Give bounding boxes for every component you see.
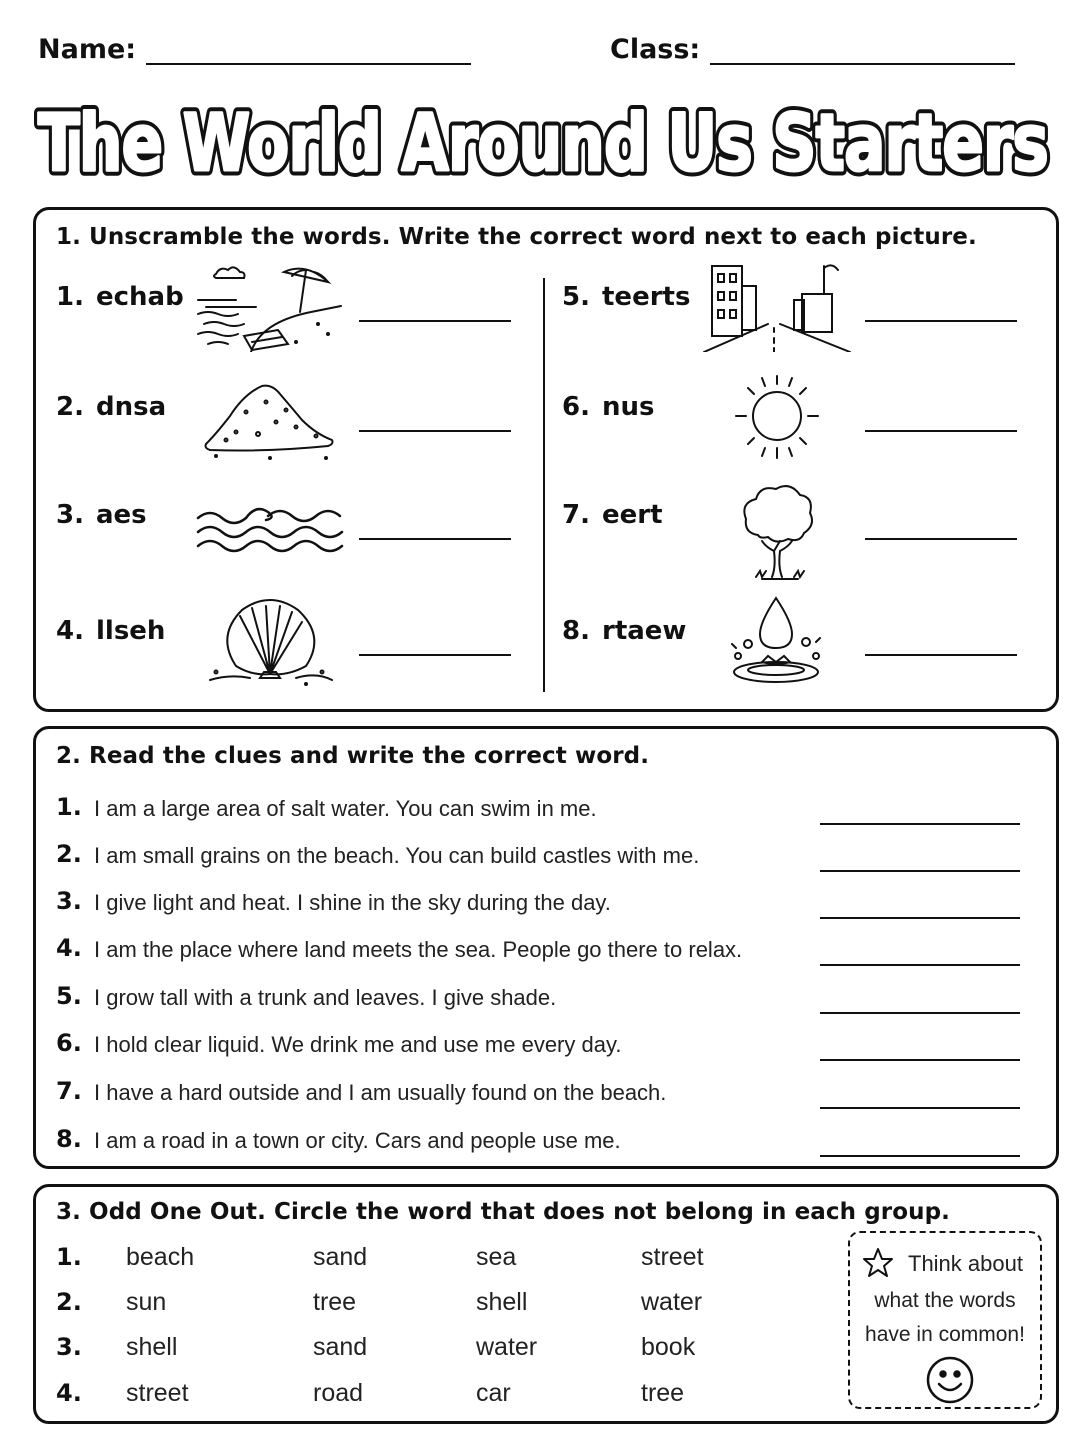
word-option[interactable]: road <box>313 1379 364 1407</box>
unscramble-item <box>56 596 546 686</box>
clue-text: I am small grains on the beach. You can build castles with me. <box>94 843 700 868</box>
clue-row <box>56 887 1021 927</box>
water-drop-icon <box>702 596 852 686</box>
word-option[interactable]: sun <box>126 1288 167 1316</box>
unscramble-item <box>56 372 546 462</box>
item-number: 8. <box>562 616 590 646</box>
clue-text: I hold clear liquid. We drink me and use me every day. <box>94 1032 622 1057</box>
answer-line[interactable] <box>820 1012 1020 1014</box>
row-number: 4. <box>56 1379 82 1407</box>
scrambled-word: teerts <box>602 282 691 312</box>
scrambled-word: rtaew <box>602 616 687 646</box>
title-fill: The World Around Us Starters <box>38 99 1048 189</box>
sun-icon <box>702 372 852 462</box>
class-answer-line[interactable] <box>710 35 1015 65</box>
scrambled-word: nus <box>602 392 655 422</box>
word-option[interactable]: sea <box>476 1243 517 1271</box>
clue-row <box>56 1125 1021 1165</box>
clue-text: I have a hard outside and I am usually found on the beach. <box>94 1080 667 1105</box>
section3-heading: 3. Odd One Out. Circle the word that does not belong in each group. <box>56 1199 951 1225</box>
answer-line[interactable] <box>865 654 1017 656</box>
item-number: 2. <box>56 392 84 422</box>
word-option[interactable]: street <box>641 1243 704 1271</box>
clue-number: 8. <box>56 1125 82 1153</box>
clue-text: I am a large area of salt water. You can swim in me. <box>94 796 597 821</box>
answer-line[interactable] <box>820 870 1020 872</box>
clue-row <box>56 1029 1021 1069</box>
clue-number: 4. <box>56 934 82 962</box>
tip-box <box>848 1231 1042 1409</box>
unscramble-item <box>562 480 1052 570</box>
answer-line[interactable] <box>359 320 511 322</box>
unscramble-item <box>562 372 1052 462</box>
item-number: 3. <box>56 500 84 530</box>
shell-icon <box>196 596 346 686</box>
unscramble-section <box>33 207 1059 712</box>
item-number: 4. <box>56 616 84 646</box>
unscramble-item <box>562 596 1052 686</box>
unscramble-item <box>56 262 546 352</box>
street-icon <box>702 262 852 352</box>
clue-text: I am the place where land meets the sea. People go there to relax. <box>94 937 743 962</box>
clue-number: 5. <box>56 982 82 1010</box>
scrambled-word: aes <box>96 500 147 530</box>
word-option[interactable]: sand <box>313 1243 368 1271</box>
clue-number: 1. <box>56 793 82 821</box>
word-option[interactable]: street <box>126 1379 189 1407</box>
tip-line-3: have in common! <box>865 1323 1025 1346</box>
clue-row <box>56 793 1021 833</box>
scrambled-word: dnsa <box>96 392 167 422</box>
word-option[interactable]: tree <box>313 1288 357 1316</box>
answer-line[interactable] <box>820 917 1020 919</box>
clue-text: I am a road in a town or city. Cars and people use me. <box>94 1128 621 1153</box>
name-answer-line[interactable] <box>146 35 471 65</box>
class-field <box>610 34 1015 65</box>
title-outline: The World Around Us Starters <box>38 99 1048 189</box>
section1-heading: 1. Unscramble the words. Write the correct word next to each picture. <box>56 224 977 250</box>
odd-row <box>56 1288 836 1328</box>
unscramble-item <box>562 262 1052 352</box>
tree-icon <box>702 480 852 584</box>
item-number: 7. <box>562 500 590 530</box>
sand-pile-icon <box>196 372 346 462</box>
beach-icon <box>196 262 346 352</box>
clue-row <box>56 1077 1021 1117</box>
class-label: Class: <box>610 34 701 65</box>
worksheet-title <box>0 82 1086 192</box>
row-number: 2. <box>56 1288 82 1316</box>
name-label: Name: <box>38 34 137 65</box>
answer-line[interactable] <box>865 430 1017 432</box>
clues-section <box>33 726 1059 1169</box>
answer-line[interactable] <box>820 1155 1020 1157</box>
item-number: 1. <box>56 282 84 312</box>
answer-line[interactable] <box>359 538 511 540</box>
word-option[interactable]: tree <box>641 1379 685 1407</box>
answer-line[interactable] <box>820 1059 1020 1061</box>
scrambled-word: llseh <box>96 616 166 646</box>
answer-line[interactable] <box>359 430 511 432</box>
answer-line[interactable] <box>820 823 1020 825</box>
word-option[interactable]: book <box>641 1333 696 1361</box>
clue-number: 6. <box>56 1029 82 1057</box>
word-option[interactable]: beach <box>126 1243 195 1271</box>
word-option[interactable]: shell <box>126 1333 178 1361</box>
word-option[interactable]: car <box>476 1379 511 1407</box>
answer-line[interactable] <box>865 538 1017 540</box>
header <box>38 34 1006 74</box>
section2-heading: 2. Read the clues and write the correct word. <box>56 743 650 769</box>
row-number: 1. <box>56 1243 82 1271</box>
odd-row <box>56 1333 836 1373</box>
smiley-face-icon <box>925 1355 975 1405</box>
clue-text: I grow tall with a trunk and leaves. I give shade. <box>94 985 557 1010</box>
unscramble-item <box>56 480 546 570</box>
clue-number: 2. <box>56 840 82 868</box>
scrambled-word: eert <box>602 500 663 530</box>
scrambled-word: echab <box>96 282 184 312</box>
star-icon <box>862 1247 894 1279</box>
answer-line[interactable] <box>359 654 511 656</box>
answer-line[interactable] <box>820 964 1020 966</box>
odd-row <box>56 1379 836 1419</box>
word-option[interactable]: shell <box>476 1288 528 1316</box>
tip-line-1: Think about <box>908 1251 1023 1276</box>
odd-row <box>56 1243 836 1283</box>
word-option[interactable]: water <box>641 1288 703 1316</box>
word-option[interactable]: sand <box>313 1333 368 1361</box>
clue-text: I give light and heat. I shine in the sky during the day. <box>94 890 611 915</box>
item-number: 6. <box>562 392 590 422</box>
clue-row <box>56 982 1021 1022</box>
clue-number: 3. <box>56 887 82 915</box>
row-number: 3. <box>56 1333 82 1361</box>
tip-line-2: what the words <box>874 1289 1016 1312</box>
answer-line[interactable] <box>820 1107 1020 1109</box>
odd-one-out-section <box>33 1184 1059 1424</box>
name-field <box>38 34 471 65</box>
item-number: 5. <box>562 282 590 312</box>
answer-line[interactable] <box>865 320 1017 322</box>
clue-number: 7. <box>56 1077 82 1105</box>
word-option[interactable]: water <box>476 1333 538 1361</box>
clue-row <box>56 840 1021 880</box>
clue-row <box>56 934 1021 974</box>
sea-waves-icon <box>196 480 346 570</box>
